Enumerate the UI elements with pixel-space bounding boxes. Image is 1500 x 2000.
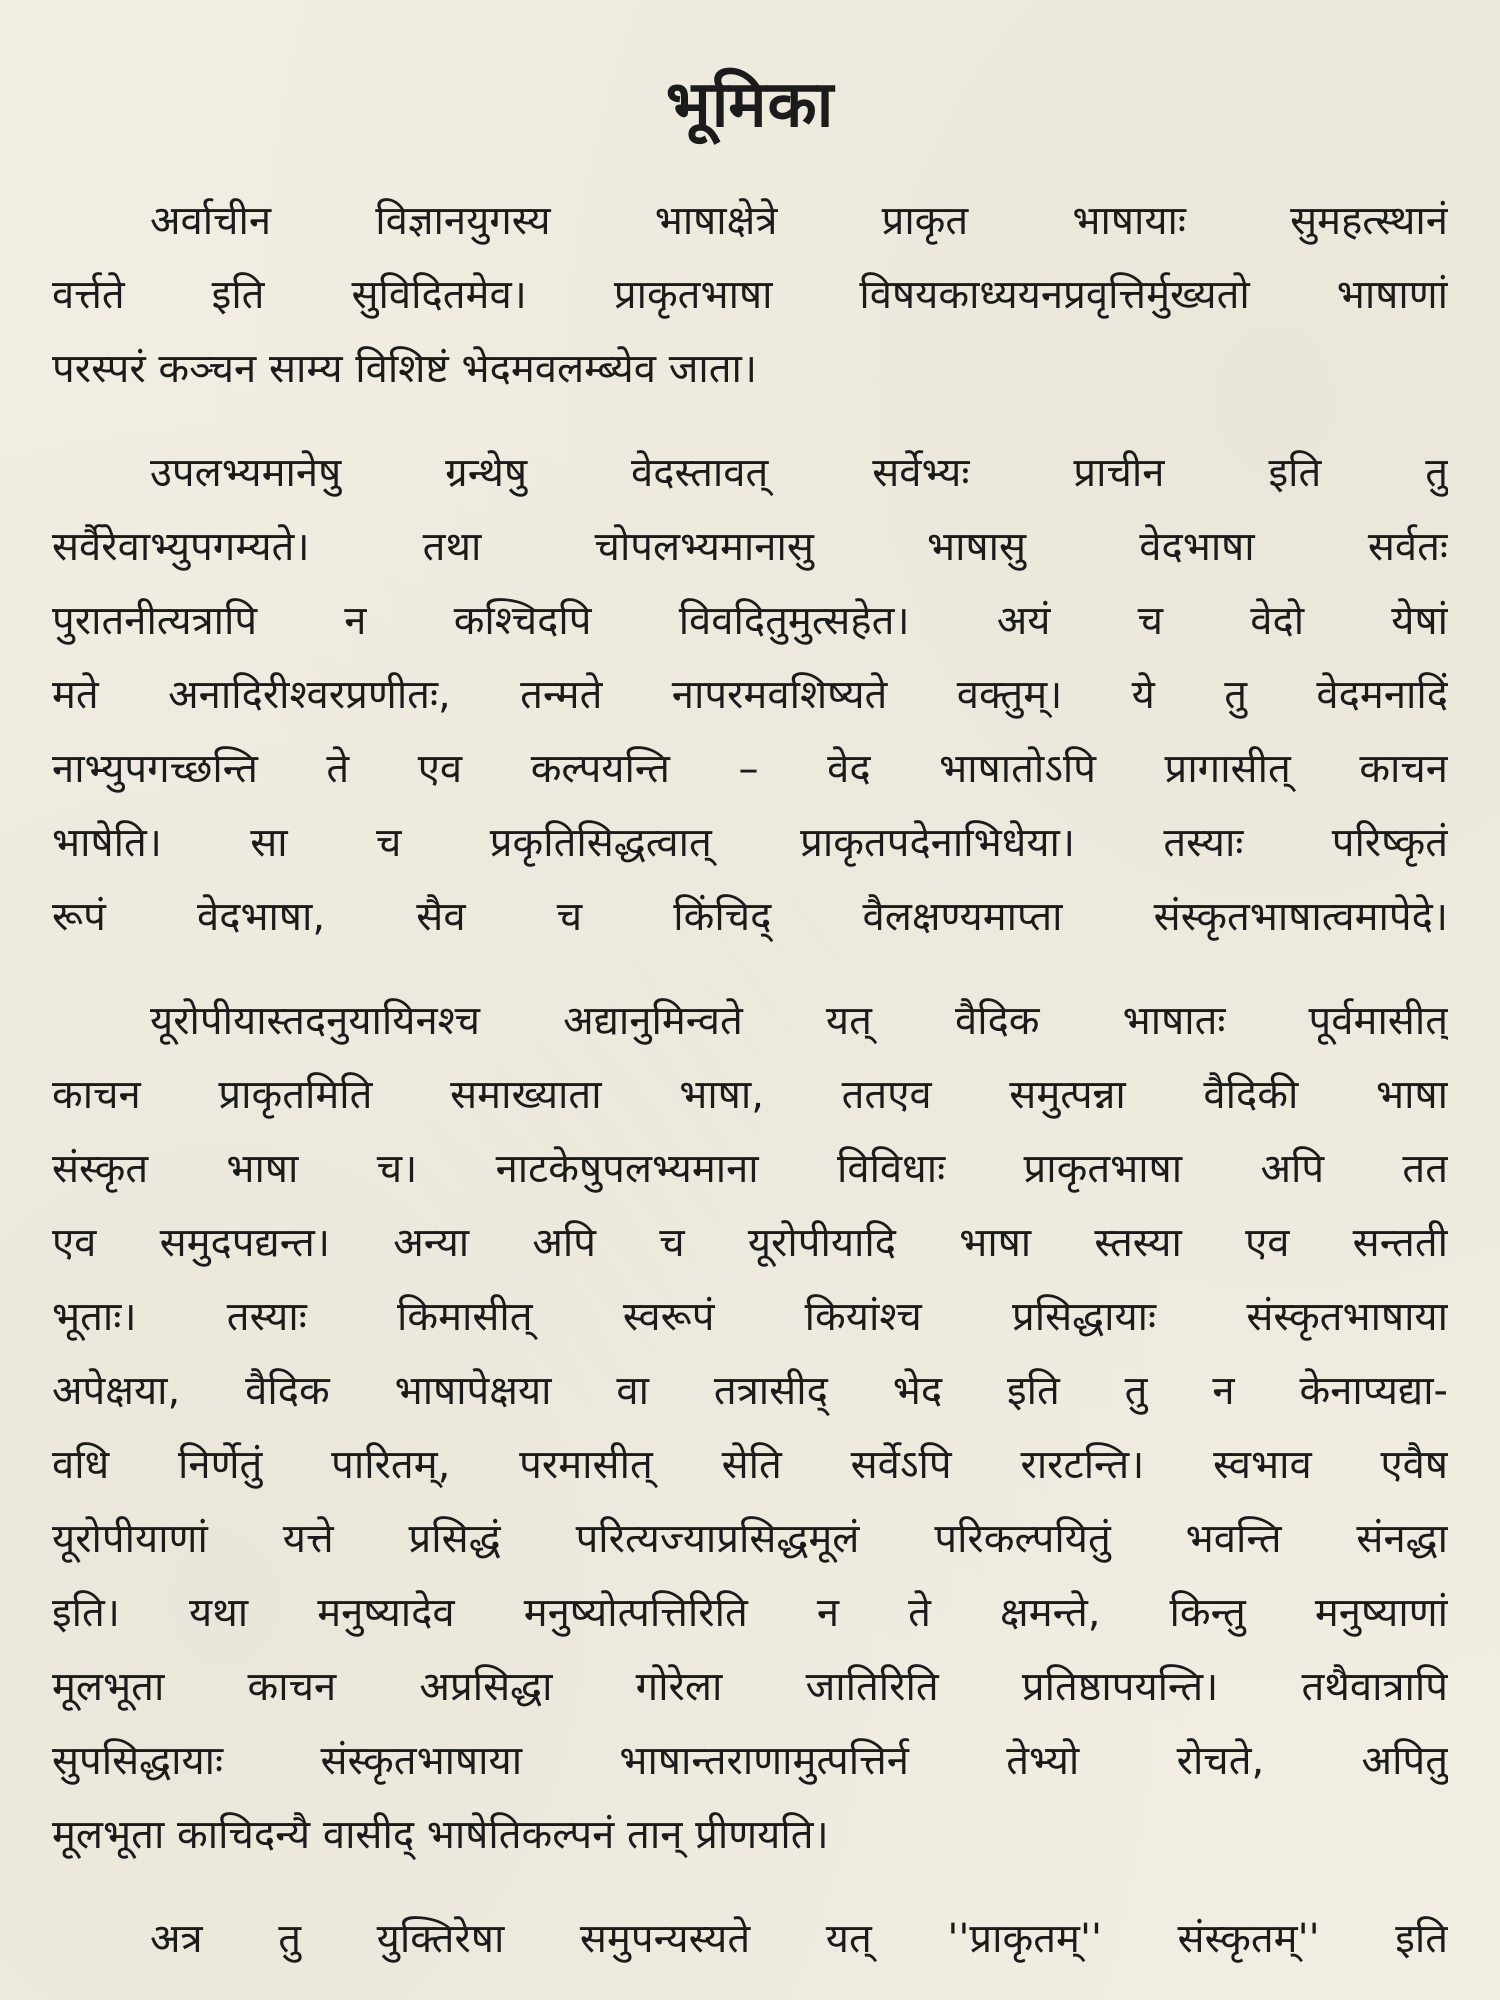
text-line: सर्वैरेवाभ्युपगम्यते। तथा चोपलभ्यमानासु भाषासु वेदभाषा सर्वतः xyxy=(52,524,1448,570)
paragraph-2 xyxy=(52,436,1448,954)
text-line: एव समुदपद्यन्त। अन्या अपि च यूरोपीयादि भाषा स्तस्या एव सन्तती xyxy=(52,1220,1448,1266)
text-line: मूलभूता काचिदन्यै वासीद् भाषेतिकल्पनं तान् प्रीणयति। xyxy=(52,1812,829,1858)
text-line: अर्वाचीन विज्ञानयुगस्य भाषाक्षेत्रे प्राकृत भाषायाः सुमहत्स्थानं xyxy=(150,198,1448,244)
text-line: काचन प्राकृतमिति समाख्याता भाषा, ततएव समुत्पन्ना वैदिकी भाषा xyxy=(52,1072,1448,1118)
text-line: रूपं वेदभाषा, सैव च किंचिद् वैलक्षण्यमाप्ता संस्कृतभाषात्वमापेदे। xyxy=(52,894,1448,940)
text-line: मते अनादिरीश्वरप्रणीतः, तन्मते नापरमवशिष्यते वक्तुम्। ये तु वेदमनादिं xyxy=(52,672,1448,718)
paragraph-1 xyxy=(52,184,1448,406)
text-line: यूरोपीयाणां यत्ते प्रसिद्धं परित्यज्याप्रसिद्धमूलं परिकल्पयितुं भवन्ति संनद्धा xyxy=(52,1516,1448,1562)
paragraph-4 xyxy=(52,1902,1448,1976)
text-line: इति। यथा मनुष्यादेव मनुष्योत्पत्तिरिति न ते क्षमन्ते, किन्तु मनुष्याणां xyxy=(52,1590,1448,1636)
text-line: परस्परं कञ्चन साम्य विशिष्टं भेदमवलम्ब्येव जाता। xyxy=(52,346,758,392)
text-line: अपेक्षया, वैदिक भाषापेक्षया वा तत्रासीद् भेद इति तु न केनाप्यद्या- xyxy=(52,1368,1448,1414)
text-line: सुपसिद्धायाः संस्कृतभाषाया भाषान्तराणामुत्पत्तिर्न तेभ्यो रोचते, अपितु xyxy=(52,1738,1448,1784)
text-line: उपलभ्यमानेषु ग्रन्थेषु वेदस्तावत् सर्वेभ्यः प्राचीन इति तु xyxy=(150,450,1448,496)
text-line: वधि निर्णेतुं पारितम्, परमासीत् सेति सर्वेऽपि रारटन्ति। स्वभाव एवैष xyxy=(52,1442,1448,1488)
text-line: अत्र तु युक्तिरेषा समुपन्यस्यते यत् ''प्राकृतम्'' संस्कृतम्'' इति xyxy=(150,1916,1448,1962)
text-line: संस्कृत भाषा च। नाटकेषुपलभ्यमाना विविधाः प्राकृतभाषा अपि तत xyxy=(52,1146,1448,1192)
page-title: भूमिका xyxy=(665,68,835,142)
text-line: पुरातनीत्यत्रापि न कश्चिदपि विवदितुमुत्सहेत। अयं च वेदो येषां xyxy=(52,598,1448,644)
text-line: भूताः। तस्याः किमासीत् स्वरूपं कियांश्च प्रसिद्धायाः संस्कृतभाषाया xyxy=(52,1294,1448,1340)
paragraph-3 xyxy=(52,984,1448,1872)
text-line: भाषेति। सा च प्रकृतिसिद्धत्वात् प्राकृतपदेनाभिधेया। तस्याः परिष्कृतं xyxy=(52,820,1448,866)
text-line: नाभ्युपगच्छन्ति ते एव कल्पयन्ति – वेद भाषातोऽपि प्रागासीत् काचन xyxy=(52,746,1448,792)
text-line: यूरोपीयास्तदनुयायिनश्च अद्यानुमिन्वते यत् वैदिक भाषातः पूर्वमासीत् xyxy=(150,998,1448,1044)
text-line: मूलभूता काचन अप्रसिद्धा गोरेला जातिरिति प्रतिष्ठापयन्ति। तथैवात्रापि xyxy=(52,1664,1448,1710)
text-line: वर्त्तते इति सुविदितमेव। प्राकृतभाषा विषयकाध्ययनप्रवृत्तिर्मुख्यतो भाषाणां xyxy=(52,272,1448,318)
